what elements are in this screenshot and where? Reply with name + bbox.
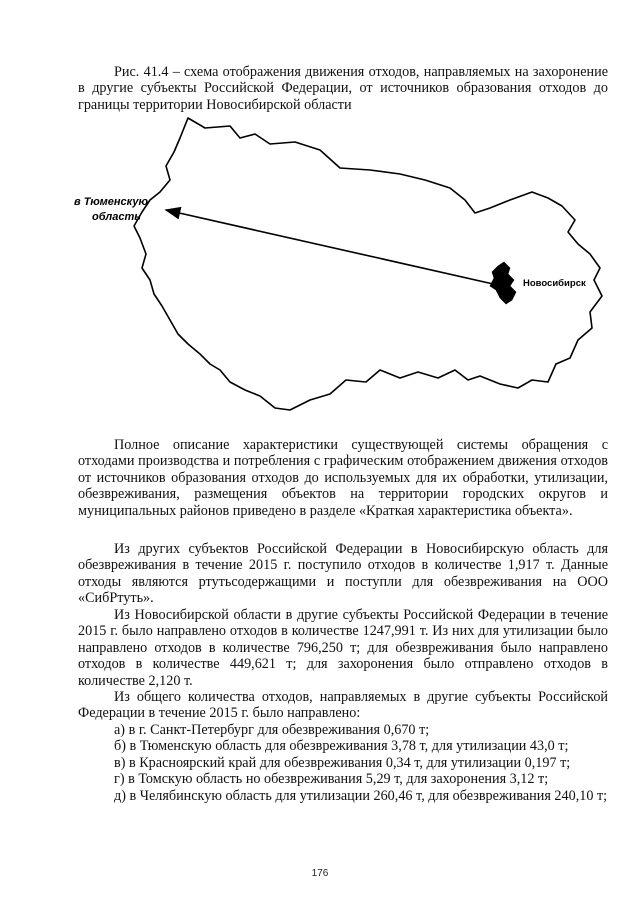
figure-caption: Рис. 41.4 – схема отображения движения отходов, направляемых на захоронение в другие субъекты Российской Федерации, от источников образования отходов до границы территории Новосибирской области <box>78 64 608 113</box>
list-item: а) в г. Санкт-Петербург для обезвреживания 0,670 т; <box>114 722 430 738</box>
list-item: б) в Тюменскую область для обезвреживания 3,78 т, для утилизации 43,0 т; <box>114 738 569 755</box>
paragraph-system-description: Полное описание характеристики существующей системы обращения с отходами производства и потребления с графическим отображением движения отходов от источников образования отходов до используемых для их обработки, утилизации, обезвреживания, размещения объектов на территории городских округов и муниципальных районов приведено в разделе «Краткая характеристика объекта». <box>78 437 608 519</box>
page-number: 176 <box>311 868 329 879</box>
destination-label-line1: в Тюменскую <box>74 196 148 208</box>
region-boundary <box>134 118 602 410</box>
list-item: г) в Томскую область но обезвреживания 5,29 т, для захоронения 3,12 т; <box>114 771 549 788</box>
destination-list <box>78 722 608 804</box>
list-item: в) в Красноярский край для обезвреживания 0,34 т, для утилизации 0,197 т; <box>114 754 571 771</box>
paragraph-incoming-waste: Из других субъектов Российской Федерации в Новосибирскую область для обезвреживания в течение 2015 г. поступило отходов в количестве 1,917 т. Данные отходы являются ртутьсодержащими и поступли для обезвреживания на ООО «СибРтуть». <box>78 541 608 607</box>
region-map <box>70 108 610 418</box>
paragraph-list-intro: Из общего количества отходов, направляемых в другие субъекты Российской Федерации в течение 2015 г. было направлено: <box>78 689 608 722</box>
destination-label-line2: область <box>92 211 141 223</box>
source-city-label: Новосибирск <box>523 278 586 289</box>
list-item: д) в Челябинскую область для утилизации 260,46 т, для обезвреживания 240,10 т; <box>114 787 608 804</box>
paragraph-outgoing-waste: Из Новосибирской области в другие субъекты Российской Федерации в течение 2015 г. было направлено отходов в количестве 1247,991 т. Из них для утилизации было направлено отходов в количестве 796,250 т; для обезвреживания было направлено отходов в количестве 449,621 т; для захоронения было отправлено отходов в количестве 2,120 т. <box>78 607 608 689</box>
